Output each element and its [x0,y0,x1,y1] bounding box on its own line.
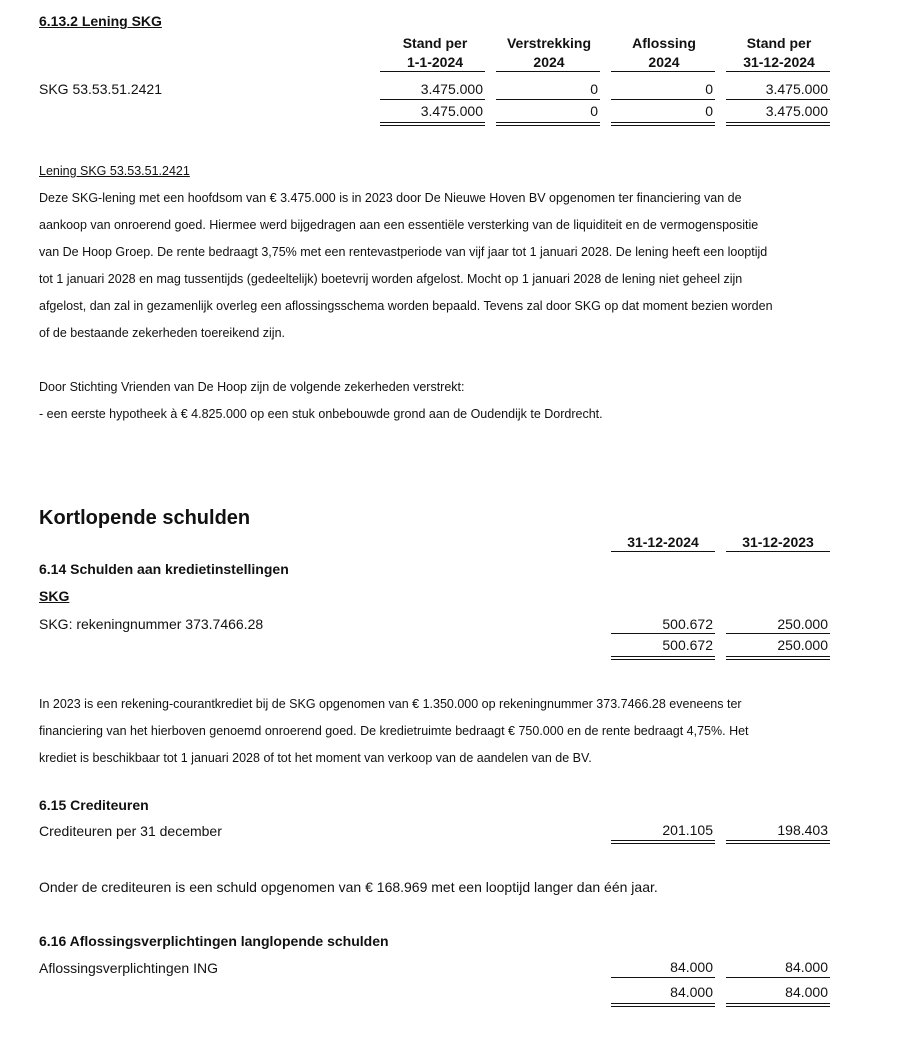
subtotal-line [496,99,600,100]
header-underline [726,551,830,552]
total-aflossing: 0 [705,103,713,119]
total-2023: 84.000 [785,984,828,1000]
subtotal-line [611,99,715,100]
subtotal-line [380,99,485,100]
col-header-stand-begin: Stand per 1-1-2024 [402,35,468,70]
section-heading-6-13-2: 6.13.2 Lening SKG [39,13,162,29]
header-underline [611,71,715,72]
total-double-line [611,840,715,844]
header-underline [726,71,830,72]
col-header-stand-end: Stand per 31-12-2024 [743,35,815,70]
value-2023: 84.000 [785,959,828,975]
page-section-title: Kortlopende schulden [39,507,251,529]
col-header-2024: 31-12-2024 [627,534,699,550]
value-verstrekking: 0 [590,81,598,97]
total-double-line [726,840,830,844]
section-heading-6-14: 6.14 Schulden aan kredietinstellingen [39,561,289,577]
total-double-line [726,1003,830,1007]
section-heading-6-15: 6.15 Crediteuren [39,797,149,813]
value-2024: 500.672 [662,616,713,632]
row-label-skg-account: SKG: rekeningnummer 373.7466.28 [39,616,264,632]
subtotal-line [726,99,830,100]
note-paragraph-skg-loan: Deze SKG-lening met een hoofdsom van € 3.475.000 is in 2023 door De Nieuwe Hoven BV opgenomen ter financiering van de aankoop van onroerend goed. Hiermee werd bijgedragen aan een essentiële versterking van de liquiditeit en de vermogenspositie van De Hoop Groep. De rente bedraagt 3,75% met een rentevastperiode van vijf jaar tot 1 januari 2028. De lening heeft een looptijd tot 1 januari 2028 en mag tussentijds (gedeeltelijk) boetevrij worden afgelost. Mocht op 1 januari 2028 de lening niet geheel zijn afgelost, dan zal in gezamenlijk overleg een aflossingsschema worden bepaald. Tevens zal door SKG op dat moment bezien worden of de bestaande zekerheden toereikend zijn. [39,191,773,340]
value-aflossing: 0 [705,81,713,97]
total-double-line [611,122,715,126]
subtotal-line [726,977,830,978]
section-heading-6-16: 6.16 Aflossingsverplichtingen langlopende schulden [39,933,389,949]
total-2024: 500.672 [662,637,713,653]
total-verstrekking: 0 [590,103,598,119]
value-stand-end: 3.475.000 [765,81,828,97]
note-paragraph-rc-krediet: In 2023 is een rekening-courantkrediet bij de SKG opgenomen van € 1.350.000 op rekeningnummer 373.7466.28 eveneens ter financiering van het hierboven genoemd onroerend goed. De kredietruimte bedraagt € 750.000 en de rente bedraagt 4,75%. Het krediet is beschikbaar tot 1 januari 2028 of tot het moment van verkoop van de aandelen van de BV. [39,697,749,765]
total-double-line [726,656,830,660]
subheading-skg: SKG [39,588,70,604]
subtotal-line [611,977,715,978]
total-double-line [726,122,830,126]
total-double-line [611,1003,715,1007]
value-stand-begin: 3.475.000 [420,81,483,97]
note-crediteuren: Onder de crediteuren is een schuld opgenomen van € 168.969 met een looptijd langer dan één jaar. [39,879,658,895]
header-underline [611,551,715,552]
total-double-line [496,122,600,126]
subtotal-line [611,633,715,634]
total-2024: 84.000 [670,984,713,1000]
row-label-aflossingsverplichtingen: Aflossingsverplichtingen ING [39,960,218,976]
value-2023: 250.000 [777,616,828,632]
total-double-line [380,122,485,126]
row-label-skg-loan: SKG 53.53.51.2421 [39,81,162,97]
total-stand-end: 3.475.000 [765,103,828,119]
header-underline [380,71,485,72]
subtotal-line [726,633,830,634]
col-header-aflossing: Aflossing 2024 [632,35,696,70]
total-stand-begin: 3.475.000 [420,103,483,119]
value-2024: 201.105 [662,822,713,838]
col-header-verstrekking: Verstrekking 2024 [506,35,592,70]
value-2023: 198.403 [777,822,828,838]
total-double-line [611,656,715,660]
row-label-crediteuren: Crediteuren per 31 december [39,823,222,839]
note-title-skg-loan: Lening SKG 53.53.51.2421 [39,164,190,178]
col-header-2023: 31-12-2023 [742,534,814,550]
value-2024: 84.000 [670,959,713,975]
security-paragraph: Door Stichting Vrienden van De Hoop zijn de volgende zekerheden verstrekt: - een eerste hypotheek à € 4.825.000 op een stuk onbebouwde grond aan de Oudendijk te Dordrecht. [39,380,603,421]
total-2023: 250.000 [777,637,828,653]
header-underline [496,71,600,72]
